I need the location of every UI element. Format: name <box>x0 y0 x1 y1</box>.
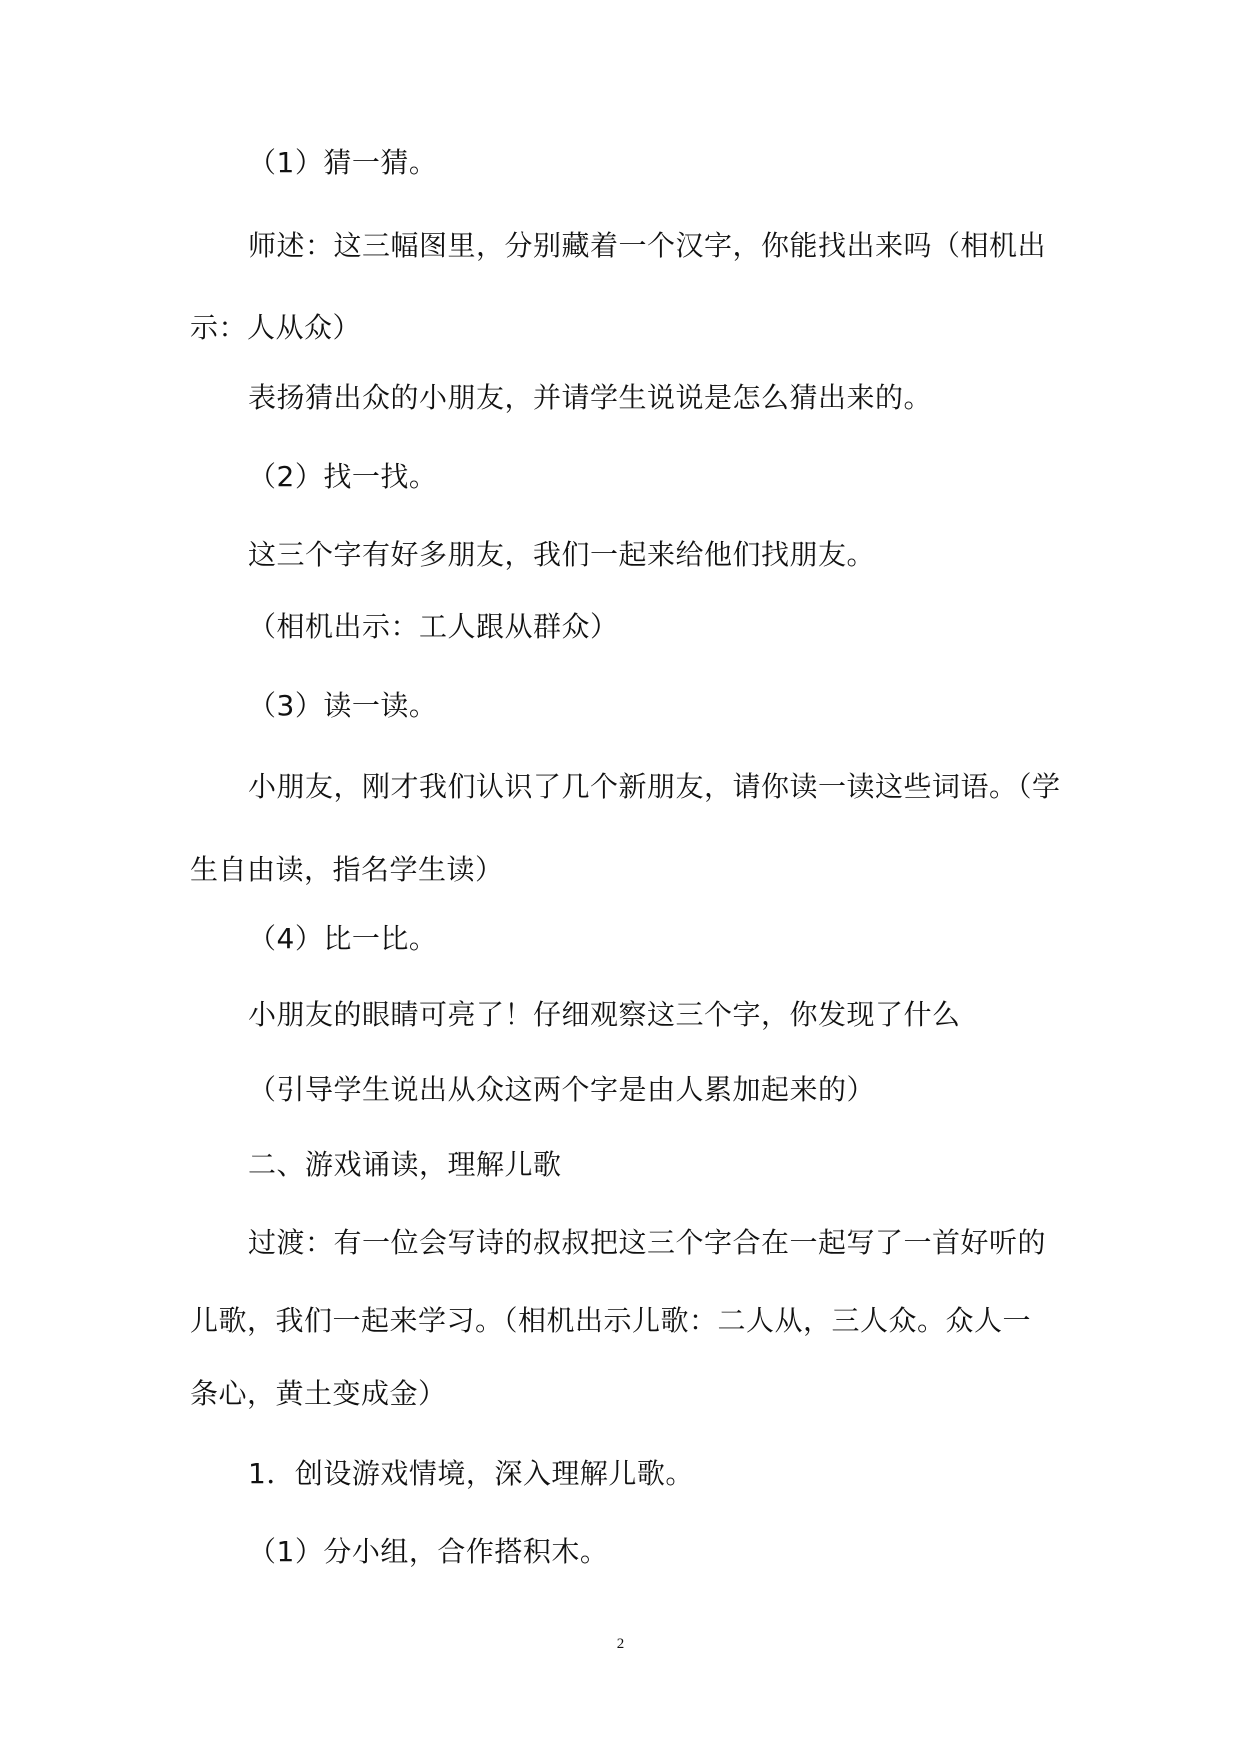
paragraph-line: （2）找一找。 <box>248 460 438 493</box>
paragraph-line: （3）读一读。 <box>248 689 438 722</box>
paragraph-line: 小朋友的眼睛可亮了！仔细观察这三个字，你发现了什么 <box>248 998 961 1031</box>
paragraph-line: 二、游戏诵读，理解儿歌 <box>248 1148 562 1181</box>
paragraph-line: （1）猜一猜。 <box>248 146 438 179</box>
paragraph-line: 条心，黄土变成金） <box>190 1377 447 1410</box>
paragraph-line: （相机出示：工人跟从群众） <box>248 610 619 643</box>
paragraph-line: （1）分小组，合作搭积木。 <box>248 1535 609 1568</box>
paragraph-line: 儿歌，我们一起来学习。（相机出示儿歌：二人从，三人众。众人一 <box>190 1304 1032 1337</box>
paragraph-line: 1．创设游戏情境，深入理解儿歌。 <box>248 1457 694 1490</box>
paragraph-line: 示：人从众） <box>190 311 362 344</box>
page-number: 2 <box>616 1636 625 1652</box>
paragraph-line: 这三个字有好多朋友，我们一起来给他们找朋友。 <box>248 538 876 571</box>
paragraph-line: 生自由读，指名学生读） <box>190 853 504 886</box>
paragraph-line: 表扬猜出众的小朋友，并请学生说说是怎么猜出来的。 <box>248 381 933 414</box>
paragraph-line: 小朋友，刚才我们认识了几个新朋友，请你读一读这些词语。（学 <box>248 770 1061 803</box>
paragraph-line: （引导学生说出从众这两个字是由人累加起来的） <box>248 1073 876 1106</box>
paragraph-line: 过渡：有一位会写诗的叔叔把这三个字合在一起写了一首好听的 <box>248 1226 1047 1259</box>
paragraph-line: （4）比一比。 <box>248 922 438 955</box>
paragraph-line: 师述：这三幅图里，分别藏着一个汉字，你能找出来吗（相机出 <box>248 229 1047 262</box>
